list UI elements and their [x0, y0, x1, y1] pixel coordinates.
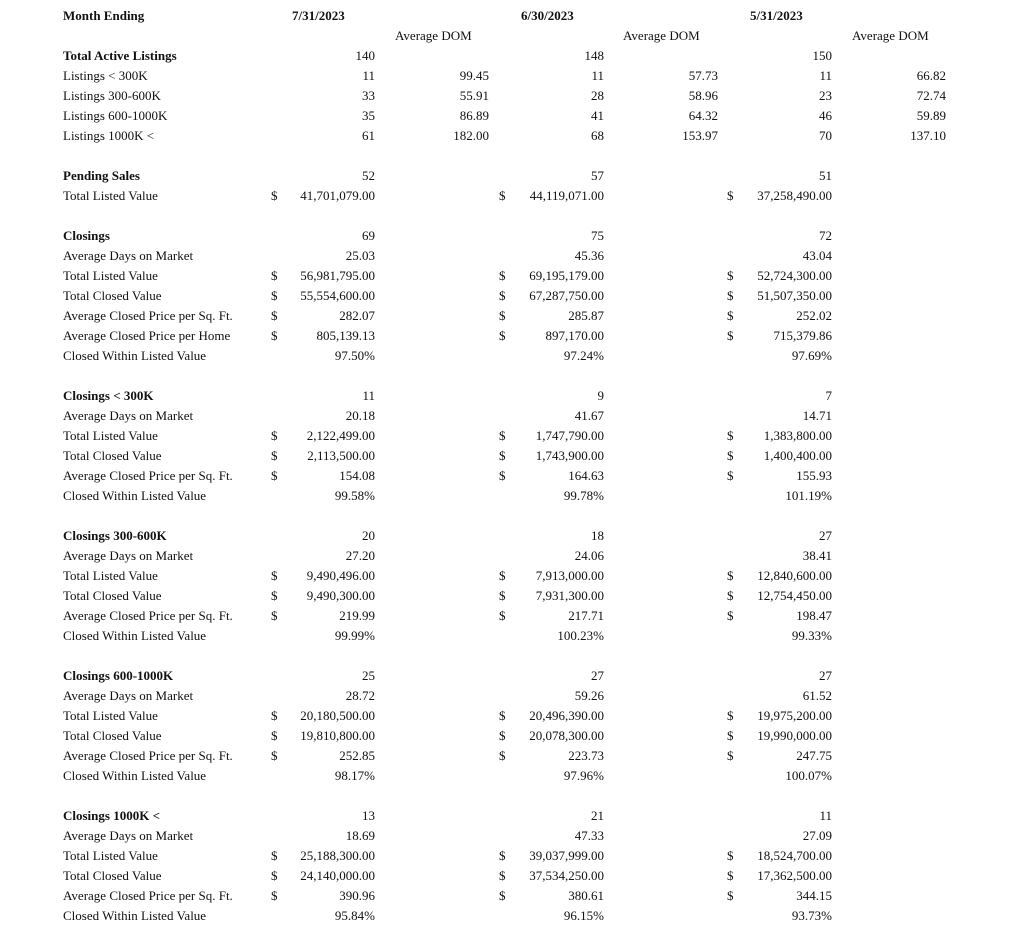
value-cell: 1,383,800.00	[763, 428, 832, 443]
currency-symbol: $	[271, 888, 278, 903]
value-cell: 18	[591, 528, 604, 543]
currency-symbol: $	[271, 308, 278, 323]
value-cell: 20.18	[345, 408, 375, 423]
value-cell: 715,379.86	[773, 328, 832, 343]
value-cell: 19,990,000.00	[757, 728, 832, 743]
currency-symbol: $	[727, 708, 734, 723]
value-cell: 1,747,790.00	[535, 428, 604, 443]
row-label: Listings 600-1000K	[63, 108, 168, 123]
value-cell: 96.15%	[563, 908, 604, 923]
value-cell: 11	[819, 808, 832, 823]
currency-symbol: $	[727, 288, 734, 303]
value-cell: 154.08	[339, 468, 375, 483]
value-cell: 28	[591, 88, 604, 103]
value-cell: 18,524,700.00	[757, 848, 832, 863]
value-cell: 67,287,750.00	[529, 288, 604, 303]
row-label: Total Closed Value	[63, 868, 162, 883]
value-cell: 150	[812, 48, 832, 63]
value-cell: 46	[819, 108, 832, 123]
avg-dom-cell: 86.89	[459, 108, 489, 123]
value-cell: 38.41	[802, 548, 832, 563]
value-cell: 51	[819, 168, 832, 183]
currency-symbol: $	[271, 468, 278, 483]
currency-symbol: $	[499, 588, 506, 603]
currency-symbol: $	[727, 268, 734, 283]
avg-dom-cell: 99.45	[459, 68, 489, 83]
value-cell: 20	[362, 528, 375, 543]
value-cell: 9	[597, 388, 604, 403]
row-label: Average Closed Price per Sq. Ft.	[63, 888, 233, 903]
month-ending-label: Month Ending	[63, 8, 145, 23]
currency-symbol: $	[727, 308, 734, 323]
currency-symbol: $	[727, 328, 734, 343]
value-cell: 35	[362, 108, 375, 123]
value-cell: 11	[362, 68, 375, 83]
currency-symbol: $	[271, 608, 278, 623]
value-cell: 25,188,300.00	[300, 848, 375, 863]
value-cell: 252.02	[796, 308, 832, 323]
currency-symbol: $	[271, 328, 278, 343]
row-label: Total Listed Value	[63, 268, 158, 283]
row-label: Average Closed Price per Sq. Ft.	[63, 748, 233, 763]
value-cell: 57	[591, 168, 604, 183]
value-cell: 45.36	[574, 248, 604, 263]
value-cell: 20,496,390.00	[529, 708, 604, 723]
currency-symbol: $	[271, 428, 278, 443]
value-cell: 2,122,499.00	[306, 428, 375, 443]
row-label: Total Closed Value	[63, 588, 162, 603]
row-label: Pending Sales	[63, 168, 140, 183]
value-cell: 70	[819, 128, 832, 143]
row-label: Average Days on Market	[63, 688, 194, 703]
value-cell: 7	[825, 388, 832, 403]
value-cell: 97.24%	[563, 348, 604, 363]
currency-symbol: $	[727, 448, 734, 463]
currency-symbol: $	[271, 708, 278, 723]
value-cell: 25	[362, 668, 375, 683]
avg-dom-cell: 55.91	[459, 88, 489, 103]
currency-symbol: $	[727, 848, 734, 863]
value-cell: 25.03	[345, 248, 375, 263]
value-cell: 27.20	[345, 548, 375, 563]
value-cell: 24.06	[574, 548, 604, 563]
value-cell: 99.99%	[334, 628, 375, 643]
currency-symbol: $	[499, 608, 506, 623]
value-cell: 27	[819, 528, 832, 543]
value-cell: 61.52	[802, 688, 832, 703]
row-label: Total Listed Value	[63, 188, 158, 203]
value-cell: 99.58%	[334, 488, 375, 503]
row-label: Listings 300-600K	[63, 88, 161, 103]
value-cell: 344.15	[796, 888, 832, 903]
value-cell: 11	[819, 68, 832, 83]
row-label: Total Listed Value	[63, 428, 158, 443]
value-cell: 95.84%	[334, 908, 375, 923]
value-cell: 23	[819, 88, 832, 103]
currency-symbol: $	[499, 448, 506, 463]
avg-dom-header-3: Average DOM	[852, 28, 929, 43]
avg-dom-cell: 137.10	[910, 128, 946, 143]
value-cell: 28.72	[345, 688, 375, 703]
value-cell: 56,981,795.00	[300, 268, 375, 283]
currency-symbol: $	[499, 568, 506, 583]
value-cell: 18.69	[345, 828, 375, 843]
row-label: Closings 1000K <	[63, 808, 160, 823]
value-cell: 51,507,350.00	[757, 288, 832, 303]
value-cell: 97.96%	[563, 768, 604, 783]
value-cell: 282.07	[339, 308, 375, 323]
value-cell: 47.33	[574, 828, 604, 843]
row-label: Listings 1000K <	[63, 128, 155, 143]
currency-symbol: $	[271, 568, 278, 583]
value-cell: 24,140,000.00	[300, 868, 375, 883]
value-cell: 19,975,200.00	[757, 708, 832, 723]
currency-symbol: $	[499, 188, 506, 203]
currency-symbol: $	[499, 748, 506, 763]
currency-symbol: $	[727, 608, 734, 623]
currency-symbol: $	[499, 288, 506, 303]
value-cell: 19,810,800.00	[300, 728, 375, 743]
value-cell: 148	[584, 48, 604, 63]
avg-dom-cell: 57.73	[688, 68, 718, 83]
value-cell: 55,554,600.00	[300, 288, 375, 303]
value-cell: 20,078,300.00	[529, 728, 604, 743]
currency-symbol: $	[499, 868, 506, 883]
value-cell: 33	[362, 88, 375, 103]
row-label: Average Closed Price per Sq. Ft.	[63, 308, 233, 323]
value-cell: 39,037,999.00	[529, 848, 604, 863]
currency-symbol: $	[271, 188, 278, 203]
value-cell: 52,724,300.00	[757, 268, 832, 283]
avg-dom-cell: 72.74	[916, 88, 946, 103]
value-cell: 223.73	[568, 748, 604, 763]
value-cell: 390.96	[339, 888, 375, 903]
value-cell: 69,195,179.00	[529, 268, 604, 283]
value-cell: 97.50%	[334, 348, 375, 363]
row-label: Closed Within Listed Value	[63, 768, 207, 783]
row-label: Total Listed Value	[63, 708, 158, 723]
currency-symbol: $	[727, 728, 734, 743]
value-cell: 285.87	[568, 308, 604, 323]
row-label: Closed Within Listed Value	[63, 908, 207, 923]
value-cell: 897,170.00	[545, 328, 604, 343]
currency-symbol: $	[499, 848, 506, 863]
currency-symbol: $	[271, 288, 278, 303]
currency-symbol: $	[499, 268, 506, 283]
value-cell: 1,400,400.00	[763, 448, 832, 463]
value-cell: 37,534,250.00	[529, 868, 604, 883]
value-cell: 68	[591, 128, 604, 143]
value-cell: 12,840,600.00	[757, 568, 832, 583]
row-label: Total Closed Value	[63, 728, 162, 743]
avg-dom-cell: 182.00	[453, 128, 489, 143]
row-label: Average Days on Market	[63, 248, 194, 263]
row-label: Average Days on Market	[63, 548, 194, 563]
row-label: Listings < 300K	[63, 68, 148, 83]
row-label: Average Days on Market	[63, 828, 194, 843]
value-cell: 11	[362, 388, 375, 403]
value-cell: 37,258,490.00	[757, 188, 832, 203]
currency-symbol: $	[271, 448, 278, 463]
date-header-1: 7/31/2023	[292, 8, 345, 23]
date-header-2: 6/30/2023	[521, 8, 574, 23]
value-cell: 41,701,079.00	[300, 188, 375, 203]
value-cell: 98.17%	[334, 768, 375, 783]
currency-symbol: $	[271, 588, 278, 603]
value-cell: 97.69%	[791, 348, 832, 363]
row-label: Closed Within Listed Value	[63, 348, 207, 363]
currency-symbol: $	[271, 728, 278, 743]
value-cell: 380.61	[568, 888, 604, 903]
currency-symbol: $	[499, 888, 506, 903]
value-cell: 219.99	[339, 608, 375, 623]
value-cell: 61	[362, 128, 375, 143]
value-cell: 14.71	[802, 408, 832, 423]
row-label: Total Closed Value	[63, 288, 162, 303]
row-label: Closings < 300K	[63, 388, 154, 403]
value-cell: 99.78%	[563, 488, 604, 503]
value-cell: 27.09	[802, 828, 832, 843]
date-header-3: 5/31/2023	[750, 8, 803, 23]
row-label: Average Closed Price per Home	[63, 328, 231, 343]
row-label: Closings 300-600K	[63, 528, 167, 543]
value-cell: 140	[355, 48, 375, 63]
value-cell: 93.73%	[791, 908, 832, 923]
avg-dom-header-2: Average DOM	[623, 28, 700, 43]
value-cell: 59.26	[574, 688, 604, 703]
value-cell: 72	[819, 228, 832, 243]
value-cell: 9,490,300.00	[306, 588, 375, 603]
avg-dom-cell: 64.32	[688, 108, 718, 123]
currency-symbol: $	[727, 568, 734, 583]
row-label: Total Closed Value	[63, 448, 162, 463]
avg-dom-header-1: Average DOM	[395, 28, 472, 43]
value-cell: 100.07%	[785, 768, 832, 783]
currency-symbol: $	[727, 868, 734, 883]
currency-symbol: $	[727, 748, 734, 763]
value-cell: 11	[591, 68, 604, 83]
value-cell: 43.04	[802, 248, 832, 263]
currency-symbol: $	[499, 708, 506, 723]
currency-symbol: $	[271, 868, 278, 883]
currency-symbol: $	[727, 888, 734, 903]
currency-symbol: $	[727, 188, 734, 203]
avg-dom-cell: 153.97	[682, 128, 718, 143]
avg-dom-cell: 58.96	[688, 88, 718, 103]
value-cell: 52	[362, 168, 375, 183]
value-cell: 164.63	[568, 468, 604, 483]
value-cell: 217.71	[568, 608, 604, 623]
value-cell: 1,743,900.00	[535, 448, 604, 463]
value-cell: 247.75	[796, 748, 832, 763]
value-cell: 20,180,500.00	[300, 708, 375, 723]
value-cell: 27	[591, 668, 604, 683]
value-cell: 252.85	[339, 748, 375, 763]
value-cell: 7,913,000.00	[535, 568, 604, 583]
value-cell: 155.93	[796, 468, 832, 483]
value-cell: 2,113,500.00	[307, 448, 375, 463]
value-cell: 69	[362, 228, 375, 243]
row-label: Average Closed Price per Sq. Ft.	[63, 608, 233, 623]
currency-symbol: $	[727, 468, 734, 483]
value-cell: 7,931,300.00	[535, 588, 604, 603]
row-label: Total Listed Value	[63, 848, 158, 863]
currency-symbol: $	[727, 588, 734, 603]
value-cell: 805,139.13	[316, 328, 375, 343]
currency-symbol: $	[271, 848, 278, 863]
row-label: Total Active Listings	[63, 48, 177, 63]
row-label: Average Days on Market	[63, 408, 194, 423]
currency-symbol: $	[499, 328, 506, 343]
value-cell: 99.33%	[791, 628, 832, 643]
value-cell: 101.19%	[785, 488, 832, 503]
row-label: Closings	[63, 228, 110, 243]
value-cell: 21	[591, 808, 604, 823]
value-cell: 12,754,450.00	[757, 588, 832, 603]
value-cell: 27	[819, 668, 832, 683]
value-cell: 41	[591, 108, 604, 123]
row-label: Total Listed Value	[63, 568, 158, 583]
value-cell: 100.23%	[557, 628, 604, 643]
row-label: Closed Within Listed Value	[63, 628, 207, 643]
row-label: Average Closed Price per Sq. Ft.	[63, 468, 233, 483]
value-cell: 198.47	[796, 608, 832, 623]
value-cell: 75	[591, 228, 604, 243]
value-cell: 9,490,496.00	[306, 568, 375, 583]
currency-symbol: $	[499, 308, 506, 323]
value-cell: 44,119,071.00	[529, 188, 604, 203]
row-label: Closings 600-1000K	[63, 668, 174, 683]
currency-symbol: $	[727, 428, 734, 443]
currency-symbol: $	[499, 468, 506, 483]
currency-symbol: $	[499, 728, 506, 743]
avg-dom-cell: 66.82	[916, 68, 946, 83]
currency-symbol: $	[271, 748, 278, 763]
value-cell: 41.67	[574, 408, 604, 423]
currency-symbol: $	[271, 268, 278, 283]
avg-dom-cell: 59.89	[916, 108, 946, 123]
row-label: Closed Within Listed Value	[63, 488, 207, 503]
value-cell: 17,362,500.00	[757, 868, 832, 883]
currency-symbol: $	[499, 428, 506, 443]
value-cell: 13	[362, 808, 375, 823]
